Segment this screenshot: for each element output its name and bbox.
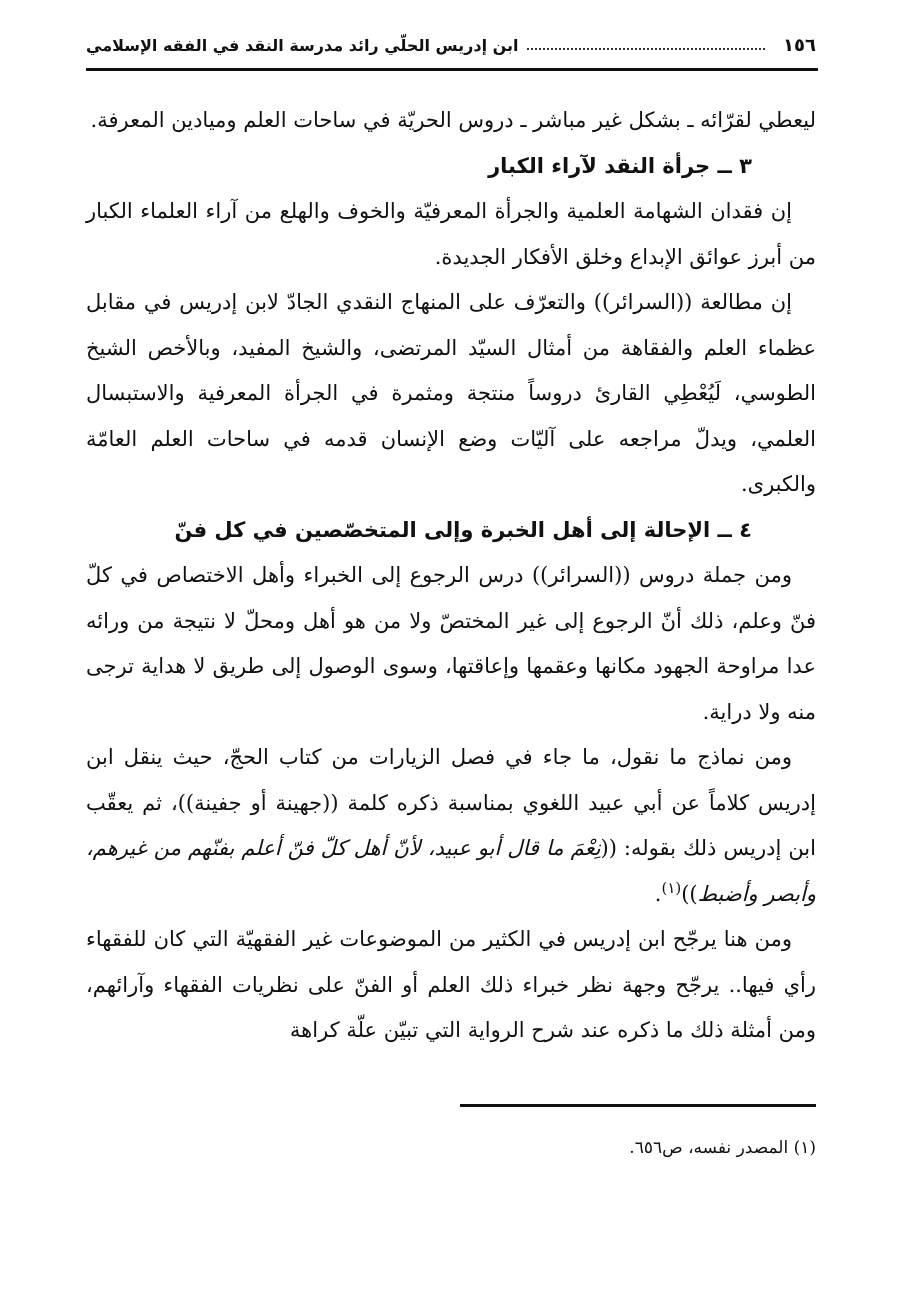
page-number: ١٥٦ (783, 34, 816, 56)
running-title: ابن إدريس الحلّي رائد مدرسة النقد في الفقه الإسلامي (86, 35, 519, 55)
paragraph-5-quote: نِعْمَ ما قال أبو عبيد، لأنّ أهل كلّ فنّ أعلم بفنّهم من غيرهم، وأبصر وأضبط (86, 836, 816, 906)
body-text (86, 98, 816, 1054)
section-heading-3: ٣ ــ جرأة النقد لآراء الكبار (488, 153, 752, 178)
paragraph-5 (86, 735, 816, 917)
paragraph-3: إن مطالعة ((السرائر)) والتعرّف على المنهاج النقدي الجادّ لابن إدريس في مقابل عظماء العلم والفقاهة من أمثال السيّد المرتضى، والشيخ المفيد، وبالأخص الشيخ الطوسي، لَيُعْطِي القارئ دروساً منتجة ومثمرة في الجرأة المعرفية والاستبسال العلمي، ويدلّ مراجعه على آليّات وضع الإنسان قدمه في ساحات العلم العامّة والكبرى. (86, 290, 816, 496)
paragraph-4: ومن جملة دروس ((السرائر)) درس الرجوع إلى الخبراء وأهل الاختصاص في كلّ فنّ وعلم، ذلك أنّ الرجوع إلى غير المختصّ ولا من هو أهل ومحلّ لا نتيجة من ورائه عدا مراوحة الجهود مكانها وعقمها وإعاقتها، وسوى الوصول إلى طريق لا هداية ترجى منه ولا دراية. (86, 563, 816, 724)
footnote-rule (460, 1104, 816, 1107)
paragraph-5-close: )) (681, 881, 698, 906)
paragraph-5-end: . (654, 881, 662, 906)
paragraph-5-intro: ومن نماذج ما نقول، ما جاء في فصل الزيارات من كتاب الحجّ، حيث ينقل ابن إدريس كلاماً عن أبي عبيد اللغوي بمناسبة ذكره كلمة ((جهينة أو جفينة))، ثم يعقّب ابن إدريس ذلك بقوله: (( (86, 745, 816, 860)
paragraph-6: ومن هنا يرجّح ابن إدريس في الكثير من الموضوعات غير الفقهيّة التي كان للفقهاء رأي فيها.. يرجّح وجهة نظر خبراء ذلك العلم أو الفنّ على نظريات الفقهاء وآرائهم، ومن أمثلة ذلك ما ذكره عند شرح الرواية التي تبيّن علّة كراهة (86, 927, 816, 1042)
header-leader-dots (527, 48, 766, 50)
footnote-reference[interactable]: (١) (661, 878, 682, 897)
paragraph-2: إن فقدان الشهامة العلمية والجرأة المعرفيّة والخوف والهلع من آراء العلماء الكبار من أبرز عوائق الإبداع وخلق الأفكار الجديدة. (86, 199, 816, 269)
paragraph-1: ليعطي لقرّائه ـ بشكل غير مباشر ـ دروس الحريّة في ساحات العلم وميادين المعرفة. (90, 108, 816, 132)
footnote: (١) المصدر نفسه، ص٦٥٦. (629, 1138, 816, 1158)
header-rule (86, 68, 818, 71)
running-header (86, 30, 816, 60)
section-heading-4: ٤ ــ الإحالة إلى أهل الخبرة وإلى المتخصّصين في كل فنّ (174, 517, 752, 542)
